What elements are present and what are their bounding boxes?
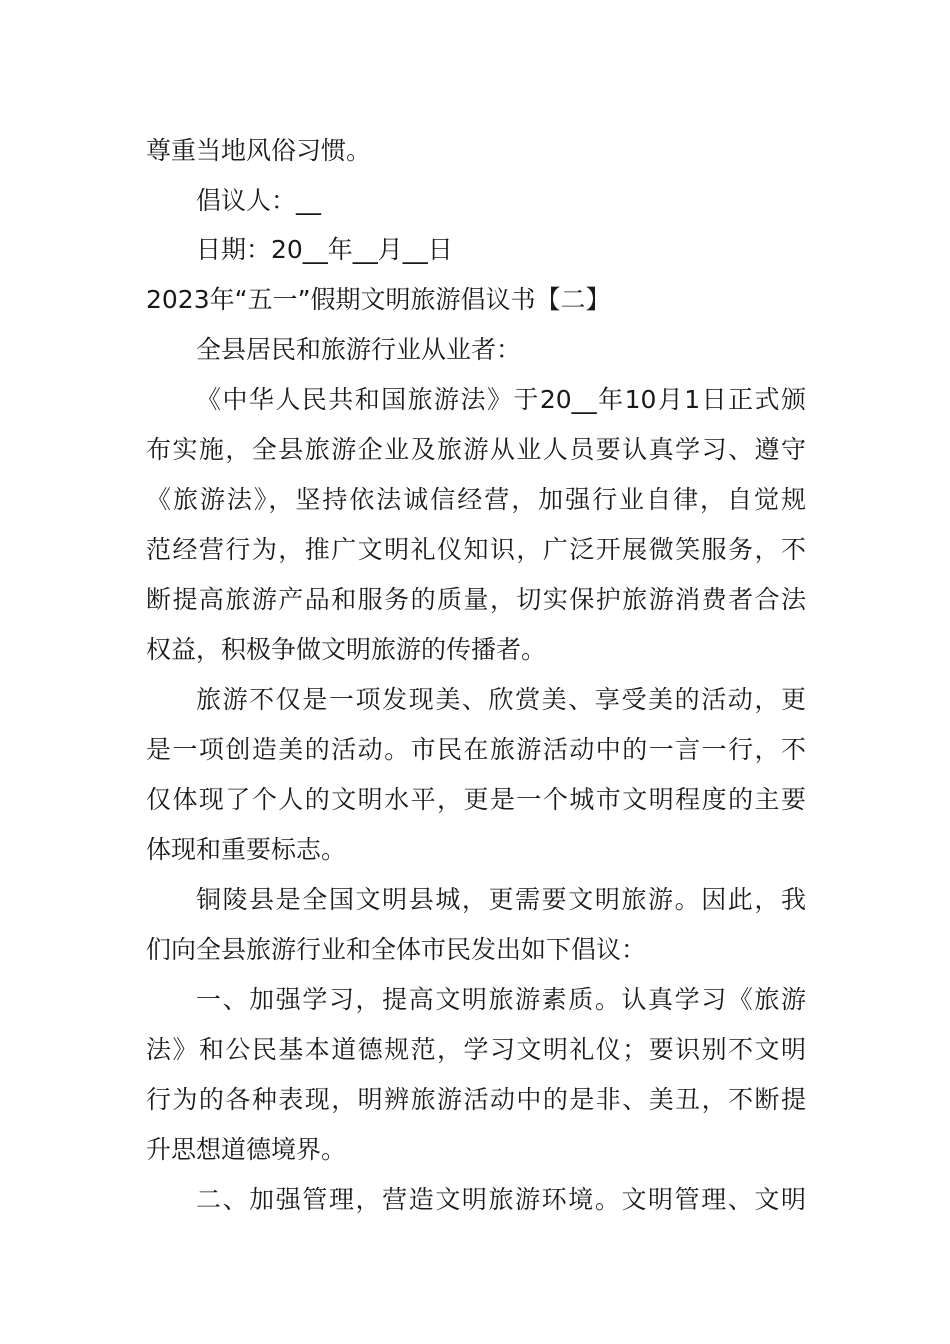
paragraph-line: 是一项创造美的活动。市民在旅游活动中的一言一行，不 — [146, 735, 806, 764]
paragraph-line: 升思想道德境界。 — [146, 1135, 347, 1164]
paragraph-line: 权益，积极争做文明旅游的传播者。 — [146, 635, 547, 664]
paragraph-line: 旅游不仅是一项发现美、欣赏美、享受美的活动，更 — [196, 685, 806, 714]
paragraph-line: 二、加强管理，营造文明旅游环境。文明管理、文明 — [196, 1185, 806, 1214]
paragraph-line: 《旅游法》，坚持依法诚信经营，加强行业自律，自觉规 — [146, 485, 806, 514]
proposer-line: 倡议人：__ — [196, 186, 322, 215]
section-heading: 2023年“五一”假期文明旅游倡议书【二】 — [146, 285, 611, 314]
paragraph-line: 布实施，全县旅游企业及旅游从业人员要认真学习、遵守 — [146, 435, 806, 464]
paragraph-line: 法》和公民基本道德规范，学习文明礼仪；要识别不文明 — [146, 1035, 806, 1064]
date-line: 日期：20__年__月__日 — [196, 235, 453, 264]
paragraph-line: 铜陵县是全国文明县城，更需要文明旅游。因此，我 — [196, 885, 806, 914]
paragraph-line: 一、加强学习，提高文明旅游素质。认真学习《旅游 — [196, 985, 806, 1014]
paragraph-line: 断提高旅游产品和服务的质量，切实保护旅游消费者合法 — [146, 585, 806, 614]
paragraph-line: 们向全县旅游行业和全体市民发出如下倡议： — [146, 935, 647, 964]
paragraph-line: 范经营行为，推广文明礼仪知识，广泛开展微笑服务，不 — [146, 535, 806, 564]
paragraph-line: 行为的各种表现，明辨旅游活动中的是非、美丑，不断提 — [146, 1085, 806, 1114]
paragraph-line: 《中华人民共和国旅游法》于20__年10月1日正式颁 — [196, 385, 806, 414]
salutation: 全县居民和旅游行业从业者： — [196, 335, 522, 364]
paragraph-line: 体现和重要标志。 — [146, 835, 347, 864]
paragraph-line: 仅体现了个人的文明水平，更是一个城市文明程度的主要 — [146, 785, 806, 814]
text-line-1: 尊重当地风俗习惯。 — [146, 136, 372, 165]
